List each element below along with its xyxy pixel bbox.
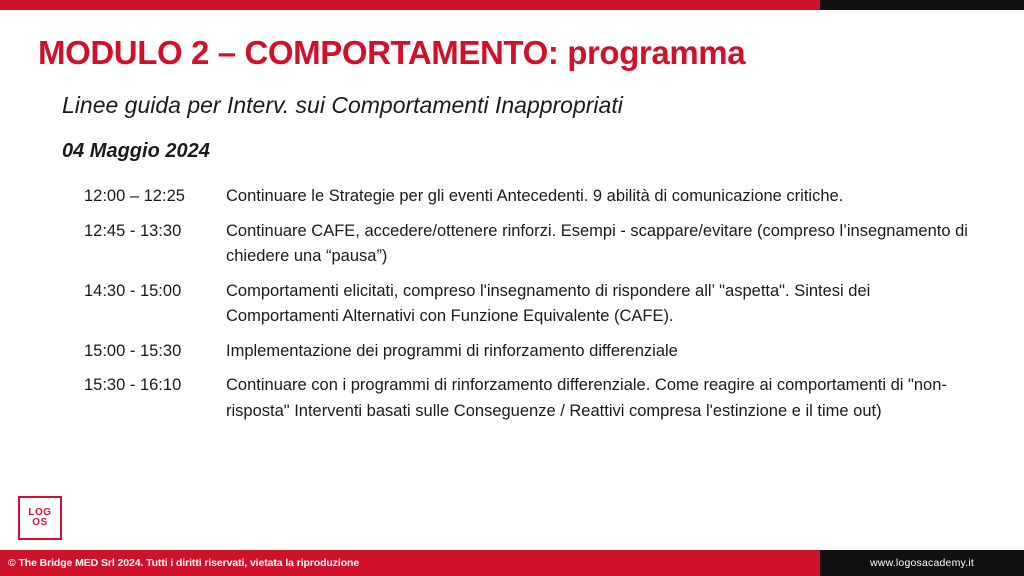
- session-date: 04 Maggio 2024: [62, 140, 210, 162]
- agenda-description: Comportamenti elicitati, compreso l'insegnamento di rispondere all’ "aspetta". Sintesi dei Comportamenti Alternativi con Funzione Equivalente (CAFE).: [226, 281, 871, 326]
- agenda-description: Continuare con i programmi di rinforzamento differenziale. Come reagire ai comportamenti di "non-risposta" Interventi basati sulle Conseguenze / Reattivi compresa l'estinzione e il time out): [226, 376, 947, 420]
- page-title: MODULO 2 – COMPORTAMENTO: programma: [38, 34, 746, 71]
- agenda-time: 15:00 - 15:30: [84, 341, 182, 360]
- logos-logo: [18, 496, 62, 540]
- footer-website-area: [820, 550, 1024, 576]
- agenda-time: 12:00 – 12:25: [84, 187, 185, 205]
- table-row: [84, 373, 984, 424]
- logo-line-2: OS: [32, 517, 48, 528]
- agenda-description: Implementazione dei programmi di rinforzamento differenziale: [226, 341, 678, 360]
- agenda-time: 12:45 - 13:30: [84, 221, 182, 240]
- top-accent-bar: [0, 0, 1024, 10]
- agenda-description: Continuare le Strategie per gli eventi Antecedenti. 9 abilità di comunicazione critiche.: [226, 187, 844, 205]
- agenda-time: 15:30 - 16:10: [84, 376, 182, 395]
- agenda-table: [84, 184, 984, 434]
- agenda-description: Continuare CAFE, accedere/ottenere rinforzi. Esempi - scappare/evitare (compreso l’insegnamento di chiedere una “pausa”): [226, 221, 968, 266]
- page-subtitle: Linee guida per Interv. sui Comportamenti Inappropriati: [62, 92, 623, 118]
- top-accent-bar-black: [820, 0, 1024, 10]
- agenda-time: 14:30 - 15:00: [84, 281, 182, 300]
- table-row: [84, 279, 984, 330]
- logo-line-1: LOG: [28, 507, 52, 518]
- footer-copyright-area: [0, 550, 820, 576]
- top-accent-bar-red: [0, 0, 820, 10]
- footer-website: www.logosacademy.it: [870, 557, 974, 569]
- table-row: [84, 219, 984, 270]
- footer-bar: [0, 550, 1024, 576]
- table-row: [84, 339, 984, 365]
- table-row: [84, 184, 984, 210]
- footer-copyright: © The Bridge MED Srl 2024. Tutti i diritti riservati, vietata la riproduzione: [8, 557, 360, 569]
